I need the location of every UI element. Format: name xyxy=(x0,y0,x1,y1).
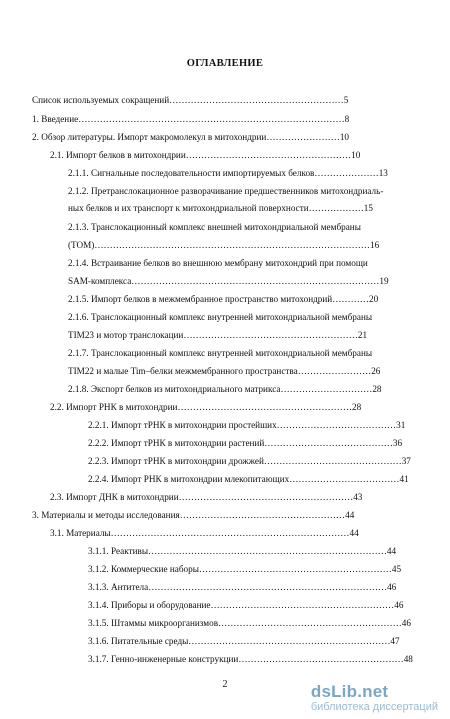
toc-entry: 3. Материалы и методы исследования………………………………………………44 xyxy=(32,510,355,520)
toc-entry: 2.1.2. Претранслокационное разворачивание предшественников митохондриаль- xyxy=(68,186,384,196)
toc-entry: 2.2.3. Импорт тРНК в митохондрии дрожжей………………………………………37 xyxy=(88,456,411,466)
toc-entry: (TOM)………………………………………………………………………………16 xyxy=(68,240,380,250)
toc-entry: 2.1. Импорт белков в митохондрии………………………………………………10 xyxy=(50,150,361,160)
toc-entry: 3.1.4. Приборы и оборудование……………………………………………………46 xyxy=(88,600,404,610)
toc-entry: 3.1.6. Питательные среды…………………………………………………………47 xyxy=(88,636,400,646)
toc-entry: 3.1.3. Антитела……………………………………………………………………46 xyxy=(88,582,397,592)
toc-entry: 2.1.5. Импорт белков в межмембранное пространство митохондрий…………20 xyxy=(68,294,379,304)
toc-entry: 2.2.1. Импорт тРНК в митохондрии простейших…………………………………31 xyxy=(88,420,406,430)
toc-entry: 3.1.7. Генно-инженерные конструкции………………………………………………48 xyxy=(88,654,413,664)
toc-entry: 2.1.7. Транслокационный комплекс внутренней митохондриальной мембраны xyxy=(68,348,373,358)
toc-entry: 3.1.2. Коммерческие наборы………………………………………………………45 xyxy=(88,564,402,574)
toc-entry: 2.2.2. Импорт тРНК в митохондрии растений……………………………………36 xyxy=(88,438,403,448)
toc-entry: 2.3. Импорт ДНК в митохондрии…………………………………………………43 xyxy=(50,492,363,502)
toc-entry: 2.1.8. Экспорт белков из митохондриального матрикса…………………………28 xyxy=(68,384,382,394)
toc-entry: 2.2. Импорт РНК в митохондрии…………………………………………………28 xyxy=(50,402,362,412)
toc-entry: 3.1.1. Реактивы……………………………………………………………………44 xyxy=(88,546,397,556)
toc-entry: Список используемых сокращений…………………………………………………5 xyxy=(32,95,349,105)
watermark-subtitle: библиотека диссертаций xyxy=(310,701,438,713)
toc-entry: 2.1.3. Транслокационный комплекс внешней митохондриальной мембраны xyxy=(68,222,361,232)
toc-entry: ных белков и их транспорт к митохондриальной поверхности………………15 xyxy=(68,203,373,213)
toc-entry: 1. Введение……………………………………………………………………………8 xyxy=(32,114,350,124)
watermark xyxy=(311,683,438,713)
toc-entry: SAM-комплекса………………………………………………………………………19 xyxy=(68,276,389,286)
toc-entry: TIM22 и малые Tim–белки межмембранного пространства……………………26 xyxy=(68,366,381,376)
toc-entry: 3.1. Материалы……………………………………………………………………44 xyxy=(50,528,359,538)
toc-entry: 2.1.1. Сигнальные последовательности импортируемых белков…………………13 xyxy=(68,168,388,178)
toc-entry: 3.1.5. Штаммы микроорганизмов……………………………………………………46 xyxy=(88,618,411,628)
toc-entry: 2. Обзор литературы. Импорт макромолекул в митохондрии……………………10 xyxy=(32,132,350,142)
toc-entry: TIM23 и мотор транслокации…………………………………………………21 xyxy=(68,330,368,340)
watermark-logo: dsLib.net xyxy=(310,682,389,701)
page-number: 2 xyxy=(222,679,228,690)
toc-entry: 2.1.6. Транслокационный комплекс внутренней митохондриальной мембраны xyxy=(68,312,373,322)
toc-title: ОГЛАВЛЕНИЕ xyxy=(186,58,264,69)
toc-entry: 2.1.4. Встраивание белков во внешнюю мембрану митохондрий при помощи xyxy=(68,258,368,268)
toc-entry: 2.2.4. Импорт РНК в митохондрии млекопитающих………………………………41 xyxy=(88,474,409,484)
